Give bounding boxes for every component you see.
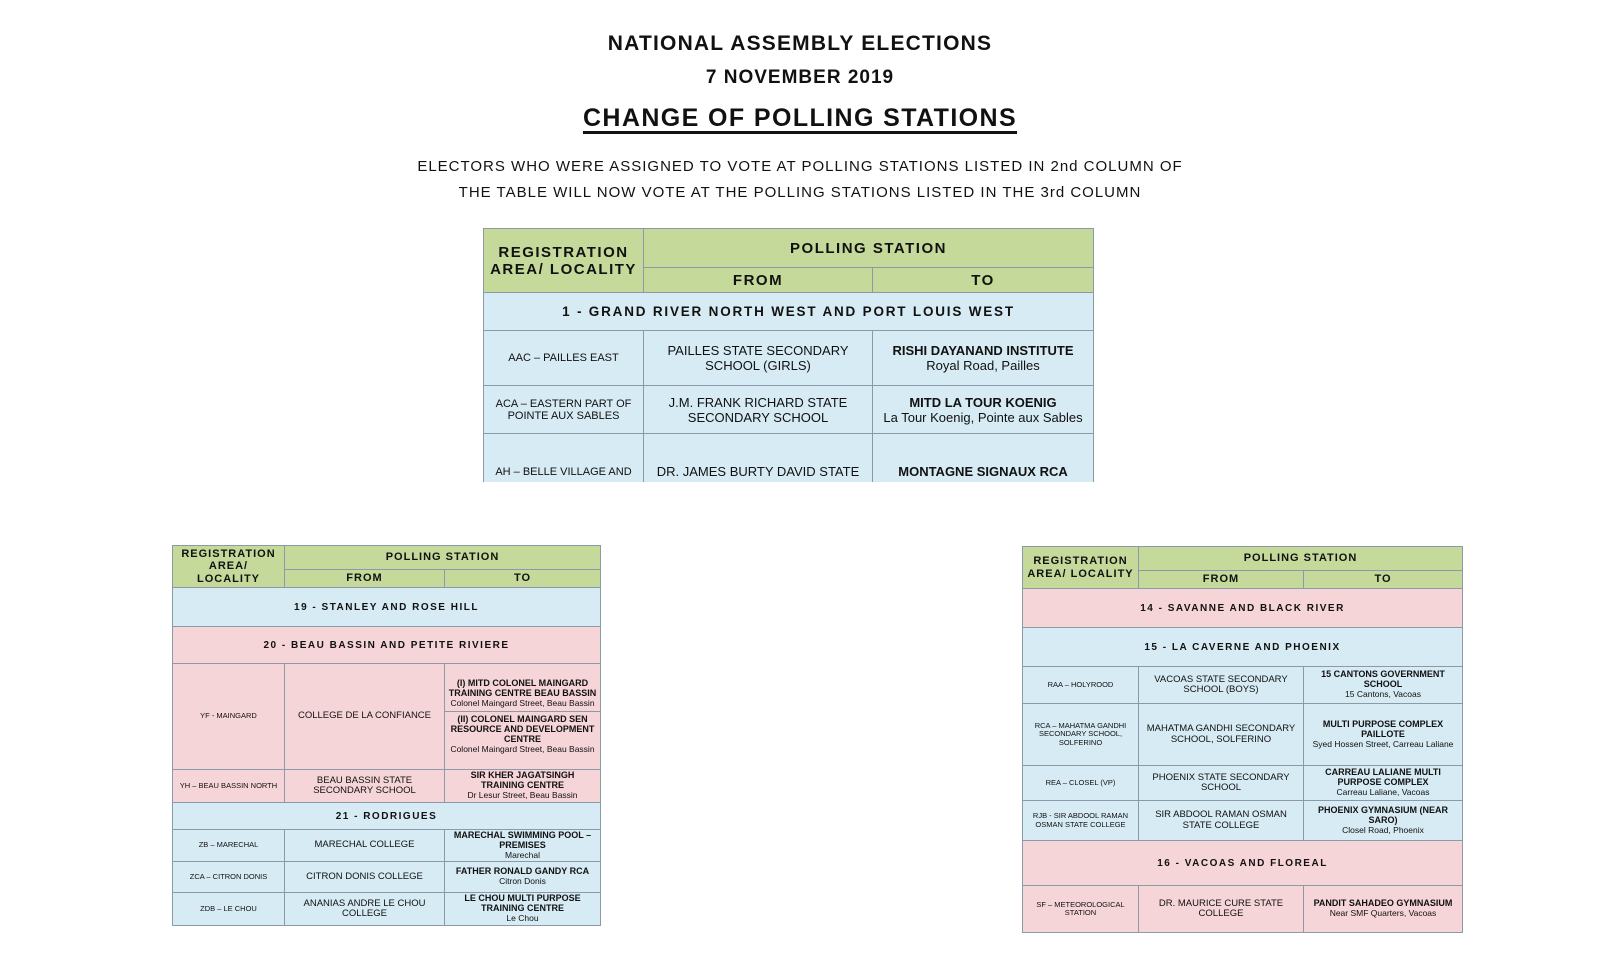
section-header: 19 - STANLEY AND ROSE HILL	[173, 588, 601, 627]
to-cell	[1304, 766, 1463, 801]
from-cell: DR. JAMES BURTY DAVID STATE	[644, 434, 873, 534]
to-station-name: CARREAU LALIANE MULTI PURPOSE COMPLEX	[1325, 767, 1441, 788]
section-header: 1 - GRAND RIVER NORTH WEST AND PORT LOUIS WEST	[484, 293, 1094, 331]
to-station-name: LE CHOU MULTI PURPOSE TRAINING CENTRE	[464, 893, 581, 914]
area-cell: SF – METEOROLOGICAL STATION	[1023, 886, 1139, 933]
to-cell	[873, 331, 1094, 386]
to-cell	[445, 862, 601, 893]
to-station-name: MARECHAL SWIMMING POOL – PREMISES	[453, 829, 592, 850]
to-cell	[1304, 886, 1463, 933]
table-row	[1023, 667, 1463, 704]
to-station-name: SIR KHER JAGATSINGH TRAINING CENTRE	[470, 770, 575, 791]
from-cell: MAHATMA GANDHI SECONDARY SCHOOL, SOLFERINO	[1139, 704, 1304, 766]
page-title: CHANGE OF POLLING STATIONS	[582, 104, 1018, 132]
to-cell	[1304, 801, 1463, 841]
to-station-address: Colonel Maingard Street, Beau Bassin	[450, 697, 595, 708]
to-station-name: PANDIT SAHADEO GYMNASIUM	[1313, 898, 1453, 909]
area-cell: AAC – PAILLES EAST	[484, 331, 644, 386]
to-station-name: MONTAGNE SIGNAUX RCA	[898, 464, 1068, 479]
column-header-area: REGISTRATION AREA/ LOCALITY	[1023, 547, 1139, 589]
section-header: 14 - SAVANNE AND BLACK RIVER	[1023, 589, 1463, 628]
from-cell: J.M. FRANK RICHARD STATE SECONDARY SCHOOL	[644, 386, 873, 434]
from-cell: COLLEGE DE LA CONFIANCE	[285, 664, 445, 770]
to-station-name: RISHI DAYANAND INSTITUTE	[892, 343, 1074, 358]
section-header: 16 - VACOAS AND FLOREAL	[1023, 841, 1463, 886]
area-cell: REA – CLOSEL (VP)	[1023, 766, 1139, 801]
from-cell: VACOAS STATE SECONDARY SCHOOL (BOYS)	[1139, 667, 1304, 704]
to-station-name: FATHER RONALD GANDY RCA	[455, 866, 590, 877]
to-station-address: Colonel Maingard Street, Beau Bassin	[450, 743, 595, 754]
to-station-address: Royal Road, Pailles	[926, 358, 1040, 373]
intro-line-2: THE TABLE WILL NOW VOTE AT THE POLLING STATIONS LISTED IN THE 3rd COLUMN	[458, 184, 1142, 201]
intro-line-1: ELECTORS WHO WERE ASSIGNED TO VOTE AT POLLING STATIONS LISTED IN 2nd COLUMN OF	[417, 158, 1183, 175]
area-cell: ZDB – LE CHOU	[173, 893, 285, 926]
crop-mask	[480, 482, 1096, 542]
area-cell: AH – BELLE VILLAGE AND	[484, 434, 644, 534]
column-header-to: TO	[1304, 571, 1463, 589]
from-cell: SIR ABDOOL RAMAN OSMAN STATE COLLEGE	[1139, 801, 1304, 841]
column-header-polling-station: POLLING STATION	[1139, 547, 1463, 571]
election-date: 7 NOVEMBER 2019	[705, 67, 895, 88]
to-station-name: (I) MITD COLONEL MAINGARD TRAINING CENTRE BEAU BASSIN	[448, 677, 597, 698]
column-header-polling-station: POLLING STATION	[285, 546, 601, 570]
to-station-name: 15 CANTONS GOVERNMENT SCHOOL	[1321, 669, 1445, 690]
to-cell	[445, 893, 601, 926]
area-cell: ACA – EASTERN PART OF POINTE AUX SABLES	[484, 386, 644, 434]
area-cell: ZCA – CITRON DONIS	[173, 862, 285, 893]
section-header: 21 - RODRIGUES	[173, 803, 601, 830]
to-cell	[445, 664, 601, 770]
to-station-address: Near SMF Quarters, Vacoas	[1329, 908, 1437, 919]
table-row	[1023, 886, 1463, 933]
to-station-name: MITD LA TOUR KOENIG	[909, 394, 1057, 410]
to-cell	[873, 386, 1094, 434]
to-station-address: Marechal	[505, 849, 540, 860]
area-cell: ZB – MARECHAL	[173, 830, 285, 862]
column-header-from: FROM	[644, 268, 873, 293]
area-cell: YH – BEAU BASSIN NORTH	[173, 770, 285, 803]
table-row	[173, 862, 601, 893]
document-heading: NATIONAL ASSEMBLY ELECTIONS	[607, 32, 993, 55]
from-cell: DR. MAURICE CURE STATE COLLEGE	[1139, 886, 1304, 933]
to-station-address: Closel Road, Phoenix	[1342, 824, 1424, 835]
to-station-address: Citron Donis	[499, 876, 546, 887]
to-cell	[445, 770, 601, 803]
to-cell	[445, 830, 601, 862]
column-header-area: REGISTRATION AREA/ LOCALITY	[484, 229, 644, 293]
from-cell: PAILLES STATE SECONDARY SCHOOL (GIRLS)	[644, 331, 873, 386]
column-header-from: FROM	[285, 570, 445, 588]
to-station-name: (II) COLONEL MAINGARD SEN RESOURCE AND DEVELOPMENT CENTRE	[450, 714, 595, 744]
table-row	[173, 830, 601, 862]
from-cell: BEAU BASSIN STATE SECONDARY SCHOOL	[285, 770, 445, 803]
table-row	[1023, 704, 1463, 766]
to-station-address: Dr Lesur Street, Beau Bassin	[467, 790, 578, 801]
right-polling-table	[1022, 546, 1463, 933]
to-station-address: Syed Hossen Street, Carreau Laliane	[1312, 738, 1454, 749]
area-cell: RAA – HOLYROOD	[1023, 667, 1139, 704]
from-cell: ANANIAS ANDRE LE CHOU COLLEGE	[285, 893, 445, 926]
area-cell: YF - MAINGARD	[173, 664, 285, 770]
from-cell: PHOENIX STATE SECONDARY SCHOOL	[1139, 766, 1304, 801]
table-row	[173, 664, 601, 770]
to-cell	[1304, 667, 1463, 704]
table-row	[484, 386, 1094, 434]
area-cell: RCA – MAHATMA GANDHI SECONDARY SCHOOL, SOLFERINO	[1023, 704, 1139, 766]
to-station-name: PHOENIX GYMNASIUM (NEAR SARO)	[1317, 804, 1448, 825]
to-station-address: La Tour Koenig, Pointe aux Sables	[883, 409, 1083, 425]
column-header-polling-station: POLLING STATION	[644, 229, 1094, 268]
area-cell: RJB - SIR ABDOOL RAMAN OSMAN STATE COLLEGE	[1023, 801, 1139, 841]
to-cell	[1304, 704, 1463, 766]
column-header-to: TO	[445, 570, 601, 588]
to-station-address: Carreau Laliane, Vacoas	[1336, 787, 1430, 798]
column-header-area: REGISTRATION AREA/ LOCALITY	[173, 546, 285, 588]
to-station-name: MULTI PURPOSE COMPLEX PAILLOTE	[1322, 718, 1444, 739]
table-row	[1023, 766, 1463, 801]
left-polling-table	[172, 545, 601, 926]
table-row	[484, 331, 1094, 386]
from-cell: CITRON DONIS COLLEGE	[285, 862, 445, 893]
to-station-address: Le Chou	[506, 913, 539, 924]
section-header: 20 - BEAU BASSIN AND PETITE RIVIERE	[173, 627, 601, 664]
table-row	[173, 770, 601, 803]
to-station-address: 15 Cantons, Vacoas	[1345, 689, 1421, 700]
section-header: 15 - LA CAVERNE AND PHOENIX	[1023, 628, 1463, 667]
column-header-to: TO	[873, 268, 1094, 293]
column-header-from: FROM	[1139, 571, 1304, 589]
table-row	[173, 893, 601, 926]
table-row	[1023, 801, 1463, 841]
from-cell: MARECHAL COLLEGE	[285, 830, 445, 862]
